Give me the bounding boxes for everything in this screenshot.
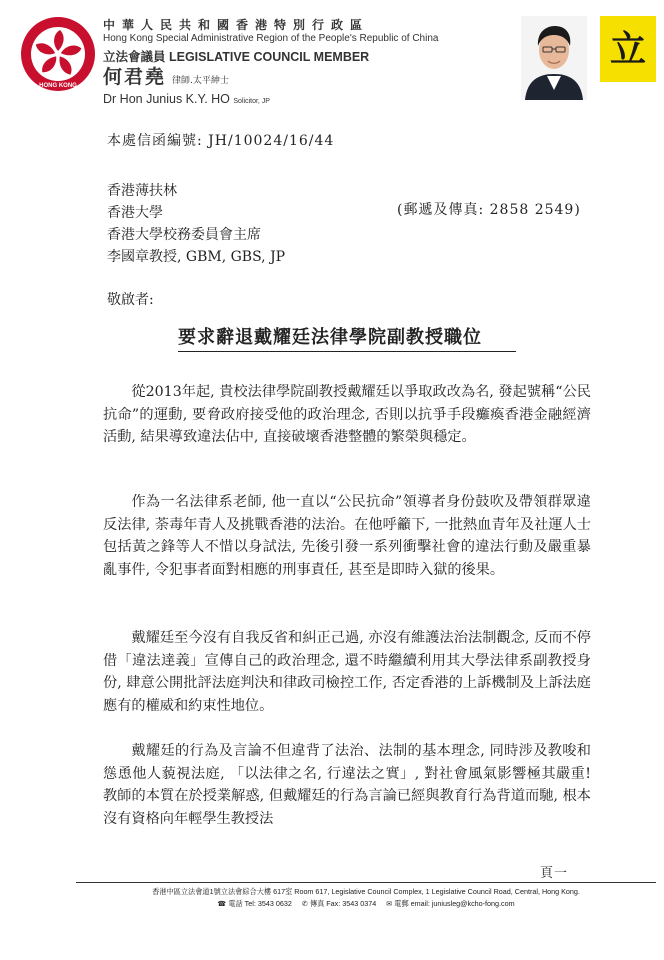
letterhead-text <box>103 18 438 109</box>
government-name-english: Hong Kong Special Administrative Region of the People's Republic of China <box>103 33 439 44</box>
recipient-line: 香港大學校務委員會主席 <box>107 227 261 243</box>
fax-label: 傳真 Fax: <box>309 899 341 908</box>
body-paragraph <box>103 740 591 830</box>
letter-title: 要求辭退戴耀廷法律學院副教授職位 <box>178 327 482 348</box>
phone-icon: ☎ <box>217 899 227 908</box>
phone-label: 電話 Tel: <box>228 899 256 908</box>
member-portrait-photo <box>521 16 587 100</box>
email-label: 電郵 email: <box>394 899 430 908</box>
member-role: 立法會議員 LEGISLATIVE COUNCIL MEMBER <box>103 50 370 64</box>
body-paragraph <box>103 627 591 717</box>
paragraph-text: 戴耀廷至今沒有自我反省和糾正己過, 亦沒有維護法治法制觀念, 反而不停借「違法達義」宣傳自己的政治理念, 還不時繼續利用其大學法律系副教授身份, 肆意公開批評法庭判決和律政司檢控工作, 否定香港的上訴機制及上訴法庭應有的權威和約束性地位。 <box>103 630 591 714</box>
member-titles-english: Solicitor, JP <box>233 98 270 105</box>
emblem-caption: HONG KONG <box>39 83 77 89</box>
footer-address: 香港中區立法會道1號立法會綜合大樓 617室 Room 617, Legislative Council Complex, 1 Legislative Council Road, Central, Hong Kong. <box>152 887 580 896</box>
party-logo-char: 立 <box>609 28 646 70</box>
email-value[interactable]: juniusleg@kcho-fong.com <box>431 899 515 908</box>
recipient-line: 李國章教授, GBM, GBS, JP <box>107 249 286 265</box>
fax-value: 3543 0374 <box>342 899 377 908</box>
footer-email <box>386 899 514 909</box>
member-titles-chinese: 律師.太平紳士 <box>172 76 229 86</box>
footer-phone <box>217 899 292 909</box>
paragraph-text: 從2013年起, 貴校法律學院副教授戴耀廷以爭取政改為名, 發起號稱“公民抗命”的運動, 要脅政府接受他的政治理念, 否則以抗爭手段癱瘓香港金融經濟活動, 結果導致違法佔中, 直接破壞香港整體的繁榮與穩定。 <box>103 384 591 445</box>
recipient-address <box>107 180 285 268</box>
paragraph-text: 作為一名法律系老師, 他一直以“公民抗命”領導者身份鼓吹及帶領群眾違反法律, 荼毒年青人及挑戰香港的法治。在他呼籲下, 一批熱血青年及社運人士包括黃之鋒等人不惜以身試法, 先後引發一系列衝擊社會的違法行動及嚴重暴亂事件, 令犯事者面對相應的刑事責任, 甚至是即時入獄的後果。 <box>103 494 591 578</box>
letterhead <box>0 0 664 112</box>
recipient-line: 香港大學 <box>107 205 163 221</box>
page-number: 頁一 <box>540 866 569 881</box>
reference-number: 本處信函編號: JH/10024/16/44 <box>107 133 335 149</box>
salutation: 敬啟者: <box>107 292 154 308</box>
government-name-chinese: 中華人民共和國香港特別行政區 <box>103 18 370 32</box>
fax-number: (郵遞及傳真: 2858 2549) <box>397 202 581 218</box>
member-name-chinese-text: 何君堯 <box>103 67 167 88</box>
title-underline <box>178 351 516 352</box>
member-name-chinese <box>103 67 438 92</box>
hksar-emblem-icon <box>20 16 96 92</box>
body-paragraph <box>103 491 591 581</box>
member-name-english <box>103 92 438 109</box>
body-paragraph <box>103 381 591 449</box>
paragraph-text: 戴耀廷的行為及言論不但違背了法治、法制的基本理念, 同時涉及教唆和慫恿他人藐視法庭, 「以法律之名, 行違法之實」, 對社會風氣影響極其嚴重! 教師的本質在於授業解惑, 但戴耀廷的行為言論已經與教育行為背道而馳, 根本沒有資格向年輕學生教授法 <box>103 743 591 827</box>
footer-divider <box>76 882 656 883</box>
footer-contact <box>76 899 656 909</box>
footer-fax <box>302 899 376 909</box>
phone-value: 3543 0632 <box>257 899 292 908</box>
recipient-line: 香港薄扶林 <box>107 183 177 199</box>
fax-icon: ✆ <box>301 899 308 908</box>
member-name-english-text: Dr Hon Junius K.Y. HO <box>103 92 230 106</box>
email-icon: ✉ <box>386 899 393 908</box>
party-logo <box>600 16 656 82</box>
